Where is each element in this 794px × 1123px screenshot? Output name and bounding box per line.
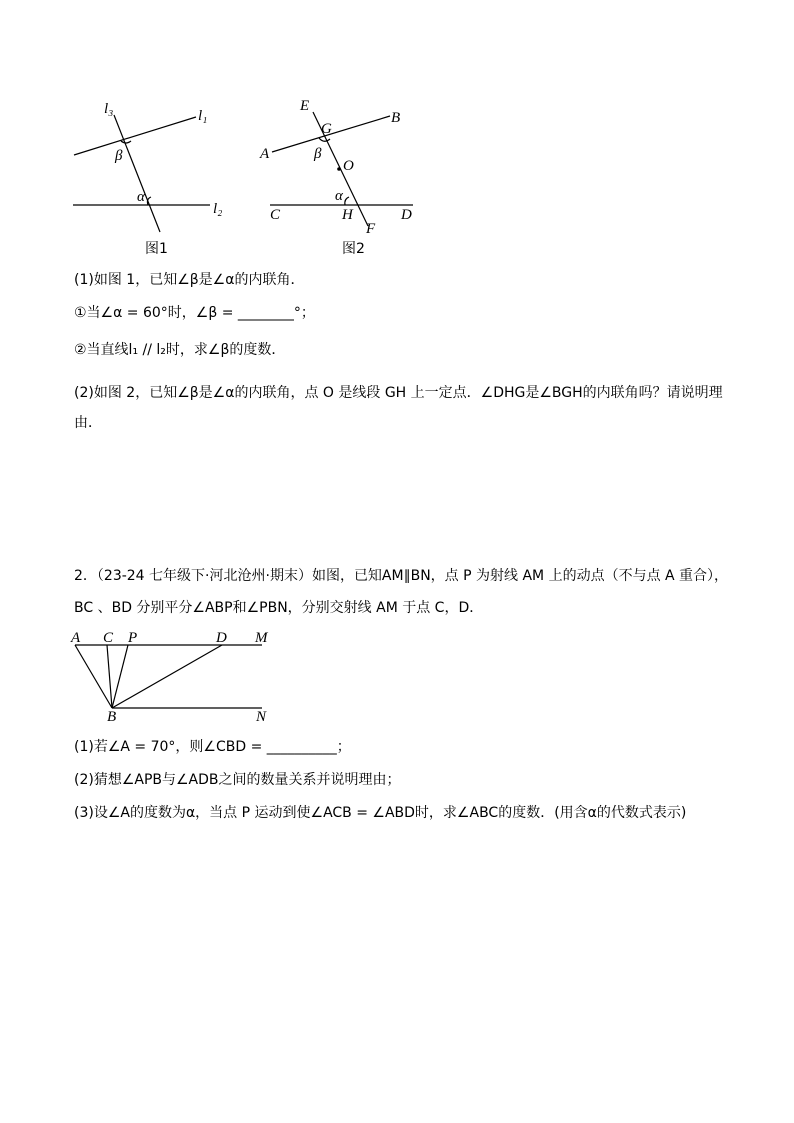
figure-2-caption: 图2	[342, 241, 365, 257]
label-l2: l₂	[213, 201, 223, 217]
problem1-part2: (2)如图 2，已知∠β是∠α的内联角，点 O 是线段 GH 上一定点．∠DHG是∠BGH的内联角吗？请说明理由．	[74, 385, 723, 431]
problem2-q3: (3)设∠A的度数为α，当点 P 运动到使∠ACB = ∠ABD时，求∠ABC的度数．(用含α的代数式表示)	[74, 805, 687, 821]
problem2-q2: (2)猜想∠APB与∠ADB之间的数量关系并说明理由；	[74, 772, 401, 788]
problem2-intro-line2: BC 、BD 分别平分∠ABP和∠PBN，分别交射线 AM 于点 C，D．	[74, 600, 484, 616]
figure-3	[75, 645, 262, 708]
label-A-3: A	[71, 630, 81, 646]
label-M-3: M	[255, 630, 268, 646]
problem2-intro-line1: 2．（23-24 七年级下·河北沧州·期末）如图，已知AM∥BN，点 P 为射线 AM 上的动点（不与点 A 重合），	[74, 568, 729, 584]
line-l3	[114, 115, 160, 232]
label-alpha: α	[137, 189, 145, 205]
label-C: C	[270, 207, 281, 223]
line-l1	[74, 117, 196, 155]
segment-BC	[107, 645, 112, 708]
label-D-3: D	[216, 630, 227, 646]
problem1-q2: ②当直线l₁ // l₂时，求∠β的度数．	[74, 342, 286, 358]
segment-BP	[112, 645, 128, 708]
label-l1: l₁	[198, 108, 208, 124]
label-A: A	[260, 146, 270, 162]
problem2-q1: (1)若∠A = 70°，则∠CBD = __________；	[74, 739, 351, 755]
label-O: O	[343, 158, 354, 174]
figure-1	[73, 115, 210, 232]
label-P-3: P	[128, 630, 138, 646]
label-beta: β	[115, 148, 123, 164]
point-O-dot	[337, 167, 341, 171]
label-l3: l₃	[104, 101, 114, 117]
label-B-3: B	[107, 709, 117, 725]
label-D: D	[401, 207, 412, 223]
segment-BD	[112, 645, 222, 708]
beta-arc-2	[319, 138, 330, 141]
label-G: G	[321, 121, 332, 137]
beta-arc	[121, 141, 131, 143]
figure-1-caption: 图1	[145, 241, 168, 257]
label-H: H	[342, 207, 353, 223]
label-B: B	[391, 110, 401, 126]
label-N-3: N	[256, 709, 267, 725]
label-beta-2: β	[314, 146, 322, 162]
problem1-q1: ①当∠α = 60°时，∠β = ________°；	[74, 305, 315, 321]
problem1-part1: (1)如图 1，已知∠β是∠α的内联角．	[74, 272, 305, 288]
label-E: E	[300, 98, 310, 114]
label-C-3: C	[103, 630, 114, 646]
segment-AB	[75, 645, 112, 708]
label-F: F	[366, 221, 376, 237]
alpha-arc-2	[345, 197, 349, 205]
label-alpha-2: α	[335, 188, 343, 204]
